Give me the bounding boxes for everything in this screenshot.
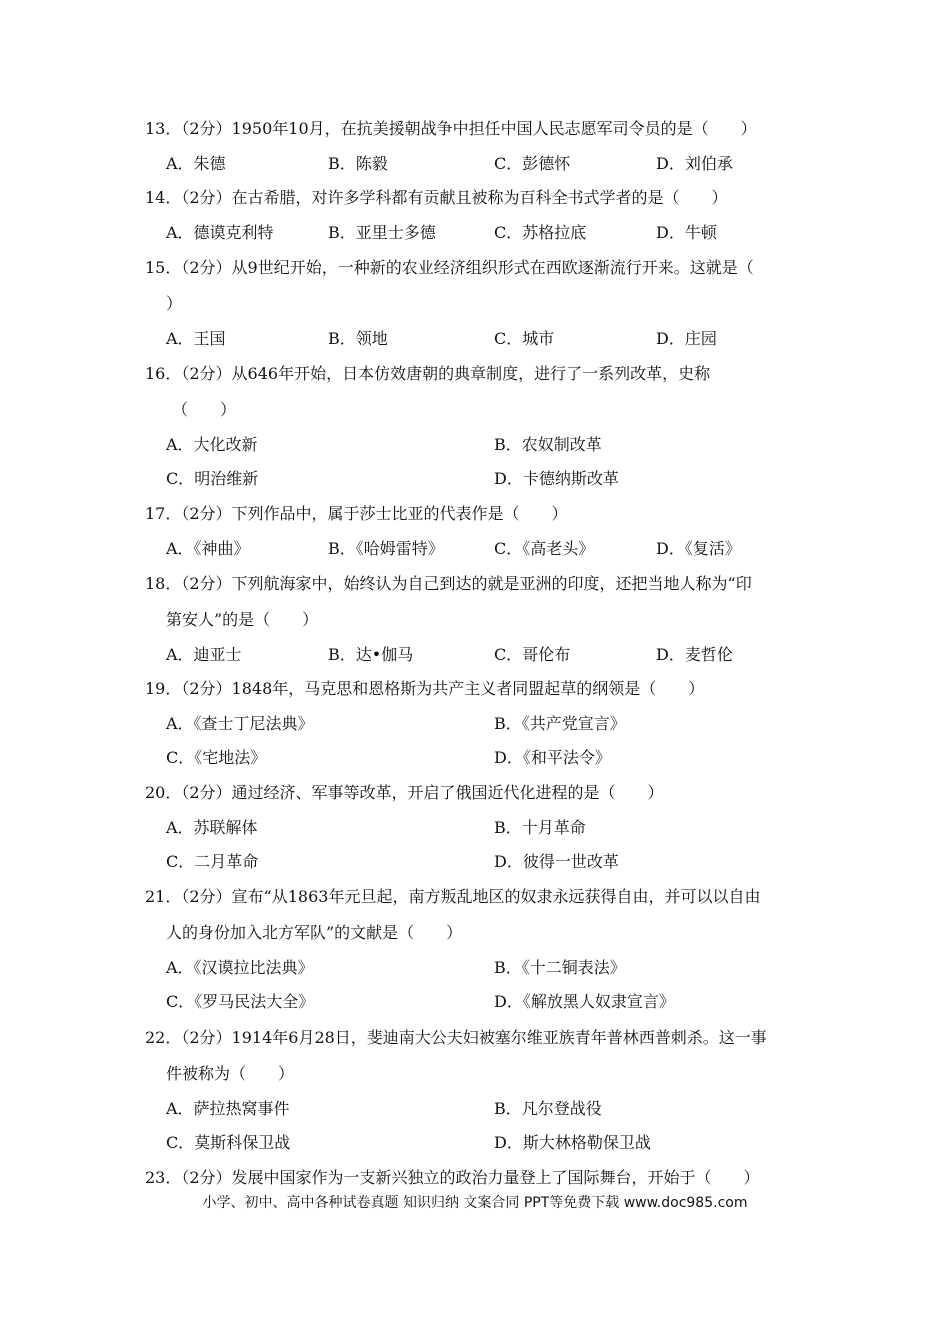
question-16-option-b: B．农奴制改革 xyxy=(494,435,602,454)
question-23-stem: 23．（2分）发展中国家作为一支新兴独立的政治力量登上了国际舞台，开始于（ ） xyxy=(145,1168,760,1187)
question-17-option-a: A．《神曲》 xyxy=(166,539,250,558)
question-17-stem: 17．（2分）下列作品中，属于莎士比亚的代表作是（ ） xyxy=(145,504,568,523)
question-19-option-d: D．《和平法令》 xyxy=(494,748,611,767)
question-22-stem-cont: 件被称为（ ） xyxy=(166,1064,295,1083)
question-22-option-c: C．莫斯科保卫战 xyxy=(166,1133,291,1152)
question-15-option-d: D．庄园 xyxy=(656,329,717,348)
question-15-stem: 15．（2分）从9世纪开始，一种新的农业经济组织形式在西欧逐渐流行开来。这就是（ xyxy=(145,258,754,277)
question-17-option-b: B．《哈姆雷特》 xyxy=(328,539,444,558)
question-18-option-d: D．麦哲伦 xyxy=(656,645,733,664)
question-22-option-a: A．萨拉热窝事件 xyxy=(166,1099,290,1118)
question-20-option-d: D．彼得一世改革 xyxy=(494,852,619,871)
question-20-option-a: A．苏联解体 xyxy=(166,818,258,837)
question-21-option-b: B．《十二铜表法》 xyxy=(494,958,626,977)
page-footer: 小学、初中、高中各种试卷真题 知识归纳 文案合同 PPT等免费下载 www.doc985.com xyxy=(202,1195,748,1211)
question-20-stem: 20．（2分）通过经济、军事等改革，开启了俄国近代化进程的是（ ） xyxy=(145,783,664,802)
question-14-option-d: D．牛顿 xyxy=(656,223,717,242)
question-14-option-b: B．亚里士多德 xyxy=(328,223,436,242)
question-18-option-b: B．达•伽马 xyxy=(328,645,414,664)
question-18-stem-cont: 第安人”的是（ ） xyxy=(166,610,319,629)
question-22-option-b: B．凡尔登战役 xyxy=(494,1099,602,1118)
question-19-option-c: C．《宅地法》 xyxy=(166,748,267,767)
question-22-option-d: D．斯大林格勒保卫战 xyxy=(494,1133,651,1152)
question-16-option-d: D．卡德纳斯改革 xyxy=(494,469,619,488)
question-17-option-d: D．《复活》 xyxy=(656,539,741,558)
question-20-option-b: B．十月革命 xyxy=(494,818,586,837)
question-14-option-a: A．德谟克利特 xyxy=(166,223,274,242)
question-21-option-c: C．《罗马民法大全》 xyxy=(166,992,315,1011)
question-15-stem-cont: ） xyxy=(166,294,183,313)
question-15-option-a: A．王国 xyxy=(166,329,226,348)
question-20-option-c: C．二月革命 xyxy=(166,852,259,871)
question-18-option-c: C．哥伦布 xyxy=(494,645,571,664)
question-19-option-a: A．《查士丁尼法典》 xyxy=(166,714,314,733)
question-15-option-c: C．城市 xyxy=(494,329,555,348)
question-16-option-a: A．大化改新 xyxy=(166,435,258,454)
question-18-stem: 18．（2分）下列航海家中，始终认为自己到达的就是亚洲的印度，还把当地人称为“印 xyxy=(145,574,752,593)
question-21-option-a: A．《汉谟拉比法典》 xyxy=(166,958,314,977)
question-13-option-d: D．刘伯承 xyxy=(656,154,733,173)
question-16-stem: 16．（2分）从646年开始，日本仿效唐朝的典章制度，进行了一系列改革，史称 xyxy=(145,364,711,383)
question-13-option-c: C．彭德怀 xyxy=(494,154,571,173)
question-16-stem-cont: （ ） xyxy=(172,400,237,419)
question-21-stem-cont: 人的身份加入北方军队”的文献是（ ） xyxy=(166,923,463,942)
question-19-stem: 19．（2分）1848年，马克思和恩格斯为共产主义者同盟起草的纲领是（ ） xyxy=(145,679,705,698)
question-13-option-a: A．朱德 xyxy=(166,154,226,173)
question-21-option-d: D．《解放黑人奴隶宣言》 xyxy=(494,992,675,1011)
question-13-stem: 13．（2分）1950年10月，在抗美援朝战争中担任中国人民志愿军司令员的是（ ） xyxy=(145,119,757,138)
question-14-option-c: C．苏格拉底 xyxy=(494,223,587,242)
question-19-option-b: B．《共产党宣言》 xyxy=(494,714,626,733)
question-18-option-a: A．迪亚士 xyxy=(166,645,242,664)
question-13-option-b: B．陈毅 xyxy=(328,154,388,173)
question-16-option-c: C．明治维新 xyxy=(166,469,259,488)
question-15-option-b: B．领地 xyxy=(328,329,388,348)
question-17-option-c: C．《高老头》 xyxy=(494,539,595,558)
question-14-stem: 14．（2分）在古希腊，对许多学科都有贡献且被称为百科全书式学者的是（ ） xyxy=(145,188,728,207)
question-22-stem: 22．（2分）1914年6月28日，斐迪南大公夫妇被塞尔维亚族青年普林西普刺杀。这一事 xyxy=(145,1028,767,1047)
question-21-stem: 21．（2分）宣布“从1863年元旦起，南方叛乱地区的奴隶永远获得自由，并可以以自由 xyxy=(145,887,761,906)
